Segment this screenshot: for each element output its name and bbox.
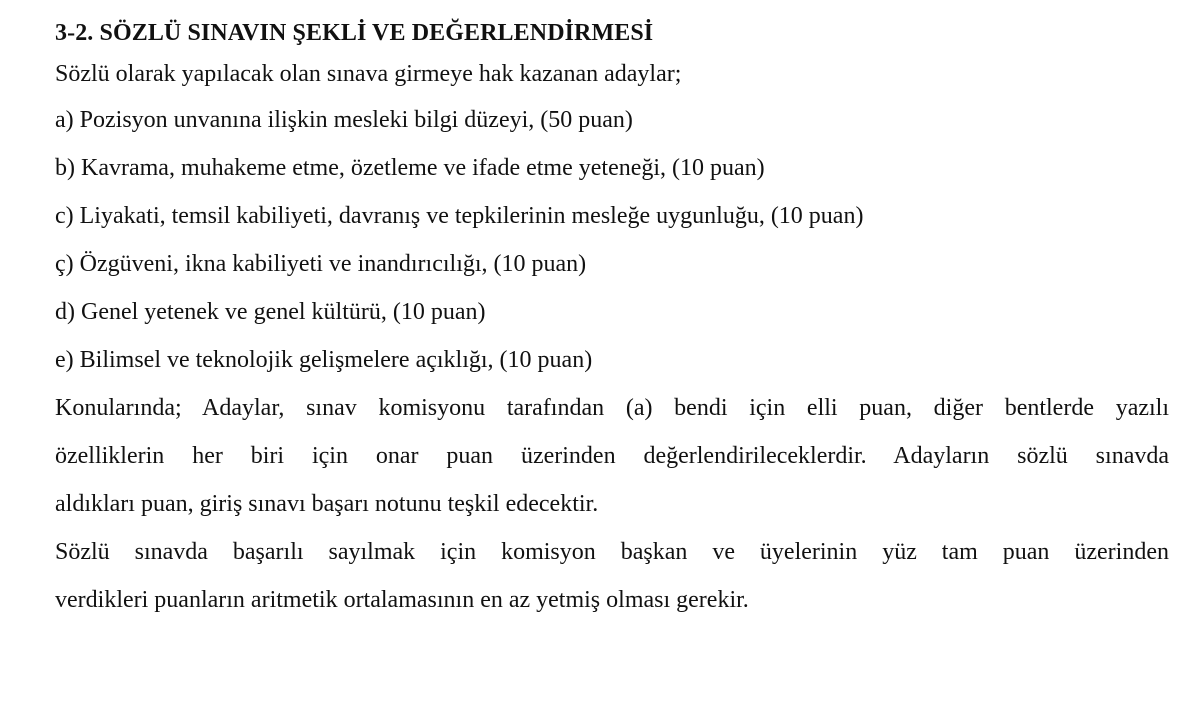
criteria-item-c: c) Liyakati, temsil kabiliyeti, davranış ve tepkilerinin mesleğe uygunluğu, (10 puan) [55, 203, 864, 229]
criteria-item-b: b) Kavrama, muhakeme etme, özetleme ve ifade etme yeteneği, (10 puan) [55, 155, 765, 181]
intro-text: Sözlü olarak yapılacak olan sınava girmeye hak kazanan adaylar; [55, 61, 682, 87]
criteria-list [55, 96, 1169, 384]
criteria-item-e: e) Bilimsel ve teknolojik gelişmelere açıklığı, (10 puan) [55, 347, 593, 373]
evaluation-line-1: Konularında; Adaylar, sınav komisyonu tarafından (a) bendi için elli puan, diğer bentlerde yazılı [55, 395, 1169, 421]
document-body [55, 14, 1169, 624]
evaluation-line-2: özelliklerin her biri için onar puan üzerinden değerlendirileceklerdir. Adayların sözlü sınavda [55, 443, 1169, 469]
criteria-item-a: a) Pozisyon unvanına ilişkin mesleki bilgi düzeyi, (50 puan) [55, 107, 633, 133]
criteria-item-c-cedilla: ç) Özgüveni, ikna kabiliyeti ve inandırıcılığı, (10 puan) [55, 251, 587, 277]
criteria-item-d: d) Genel yetenek ve genel kültürü, (10 puan) [55, 299, 486, 325]
evaluation-paragraph [55, 384, 1169, 528]
passing-score-line-1: Sözlü sınavda başarılı sayılmak için komisyon başkan ve üyelerinin yüz tam puan üzerinden [55, 539, 1169, 565]
section-heading: 3-2. SÖZLÜ SINAVIN ŞEKLİ VE DEĞERLENDİRMESİ [55, 20, 654, 46]
evaluation-line-3: aldıkları puan, giriş sınavı başarı notunu teşkil edecektir. [55, 491, 599, 517]
passing-score-paragraph [55, 528, 1169, 624]
passing-score-line-2: verdikleri puanların aritmetik ortalamasının en az yetmiş olması gerekir. [55, 587, 749, 613]
